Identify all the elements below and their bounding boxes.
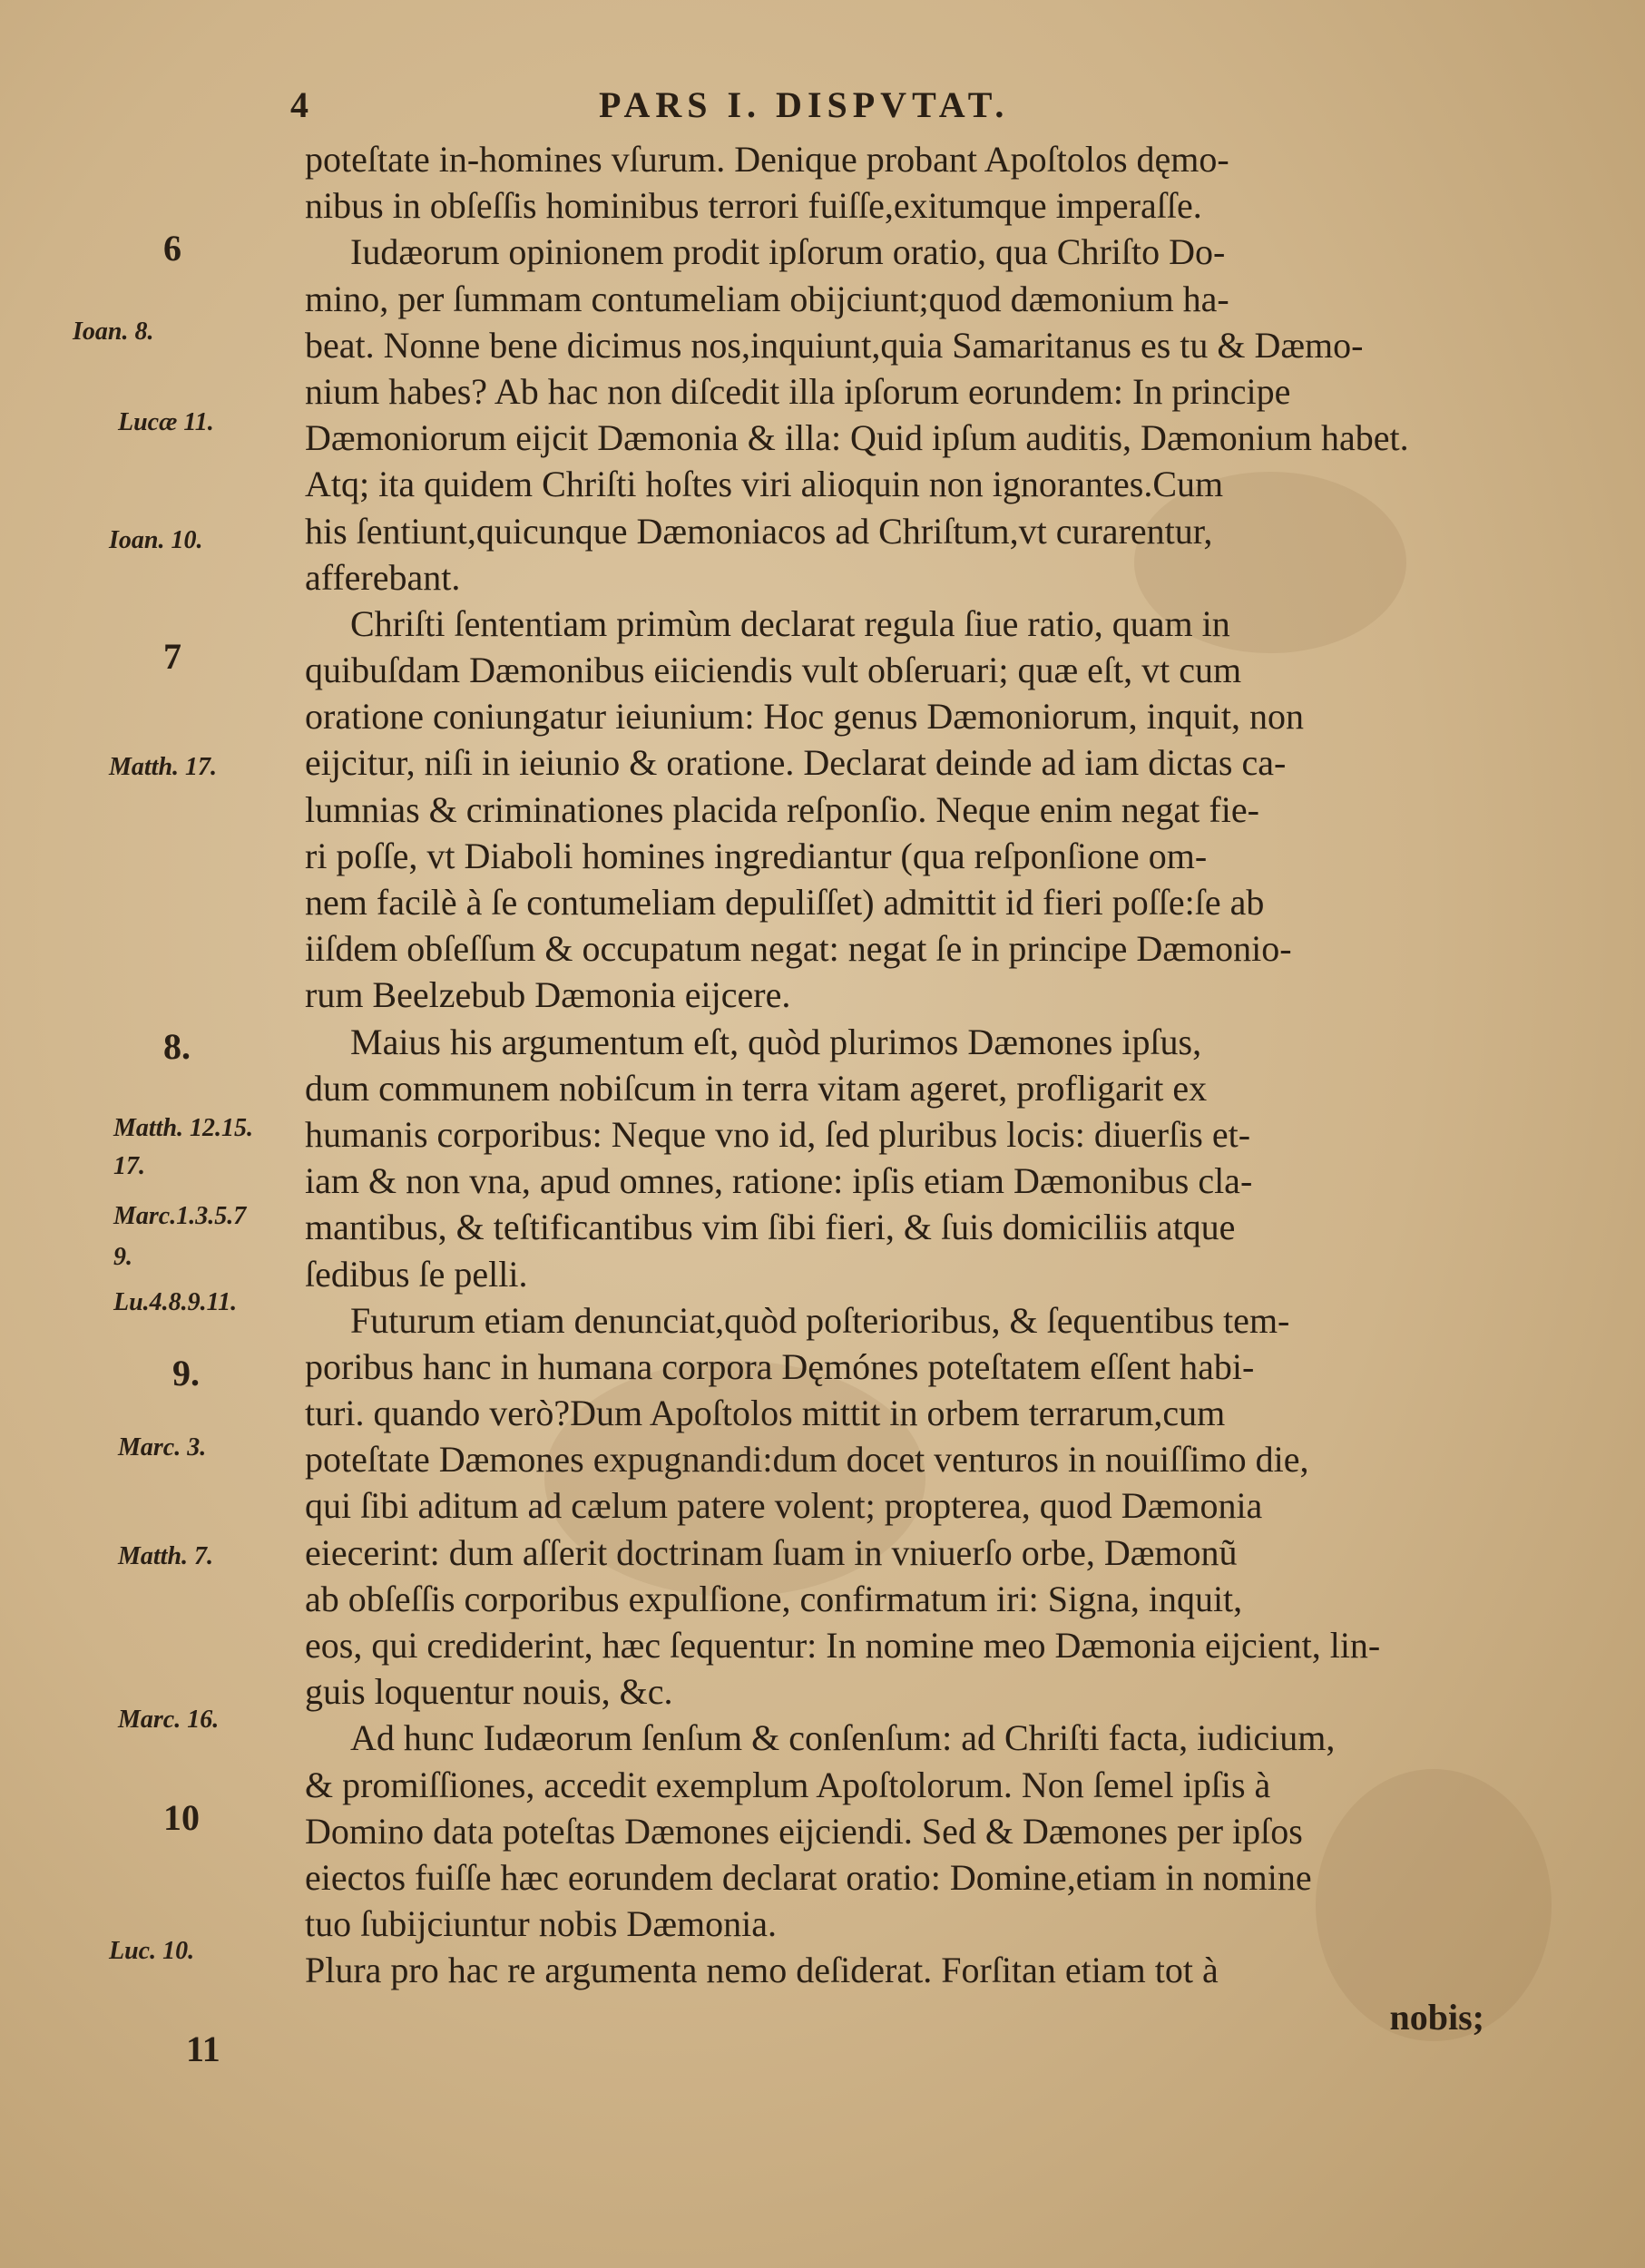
text-line: eos, qui crediderint, hæc ſequentur: In nomine meo Dæmonia eijcient, lin- <box>305 1625 1381 1666</box>
margin-reference: Ioan. 8. <box>73 318 154 346</box>
text-line: qui ſibi aditum ad cælum patere volent; propterea, quod Dæmonia <box>305 1485 1263 1527</box>
text-line: Futurum etiam denunciat,quòd poſterioribus, & ſequentibus tem- <box>350 1299 1290 1341</box>
text-line: eiecerint: dum aſſerit doctrinam ſuam in vniuerſo orbe, Dæmonũ <box>305 1531 1238 1573</box>
text-line: oratione coniungatur ieiunium: Hoc genus Dæmoniorum, inquit, non <box>305 696 1304 738</box>
text-line: dum communem nobiſcum in terra vitam ageret, profligarit ex <box>305 1067 1208 1109</box>
text-line: Chriſti ſententiam primùm declarat regula ſiue ratio, quam in <box>350 602 1230 644</box>
text-line: Dæmoniorum eijcit Dæmonia & illa: Quid ipſum auditis, Dæmonium habet. <box>305 417 1409 459</box>
margin-reference: Matth. 7. <box>118 1542 214 1570</box>
text-line: nem facilè à ſe contumeliam depuliſſet) admittit id fieri poſſe:ſe ab <box>305 882 1265 923</box>
text-line: rum Beelzebub Dæmonia eijcere. <box>305 974 791 1016</box>
text-line: iiſdem obſeſſum & occupatum negat: negat ſe in principe Dæmonio- <box>305 928 1292 970</box>
page-number: 4 <box>290 84 308 125</box>
text-line: quibuſdam Dæmonibus eiiciendis vult obſeruari; quæ eſt, vt cum <box>305 650 1242 691</box>
text-line: guis loquentur nouis, &c. <box>305 1671 673 1713</box>
margin-reference: 9. <box>113 1243 132 1271</box>
margin-section-number: 11 <box>186 2028 220 2069</box>
catchword: nobis; <box>1389 1996 1484 2038</box>
body-text <box>305 136 1484 2040</box>
text-line: iam & non vna, apud omnes, ratione: ipſis etiam Dæmonibus cla- <box>305 1160 1253 1202</box>
margin-reference: Luc. 10. <box>109 1937 195 1965</box>
text-line: tuo ſubijciuntur nobis Dæmonia. <box>305 1903 777 1945</box>
text-line: Maius his argumentum eſt, quòd plurimos Dæmones ipſus, <box>350 1021 1202 1062</box>
text-line: beat. Nonne bene dicimus nos,inquiunt,quia Samaritanus es tu & Dæmo- <box>305 324 1364 366</box>
running-title: PARS I. DISPVTAT. <box>599 84 1010 125</box>
margin-reference: Matth. 12.15. <box>113 1114 254 1142</box>
margin-reference: Marc. 16. <box>118 1706 220 1734</box>
margin-section-number: 8. <box>163 1026 191 1067</box>
text-line: ſedibus ſe pelli. <box>305 1253 528 1295</box>
margin-reference: Marc.1.3.5.7 <box>113 1202 247 1230</box>
text-line: Ad hunc Iudæorum ſenſum & conſenſum: ad Chriſti facta, iudicium, <box>350 1717 1336 1759</box>
text-line: poteſtate Dæmones expugnandi:dum docet venturos in nouiſſimo die, <box>305 1439 1309 1481</box>
text-line: Plura pro hac re argumenta nemo deſiderat. Forſitan etiam tot à <box>305 1950 1219 1991</box>
text-line: Domino data poteſtas Dæmones eijciendi. Sed & Dæmones per ipſos <box>305 1810 1303 1852</box>
text-line: mantibus, & teſtificantibus vim ſibi fieri, & ſuis domiciliis atque <box>305 1207 1236 1248</box>
text-line: poribus hanc in humana corpora Dęmónes poteſtatem eſſent habi- <box>305 1345 1255 1387</box>
text-line: eijcitur, niſi in ieiunio & oratione. Declarat deinde ad iam dictas ca- <box>305 742 1287 784</box>
text-line: his ſentiunt,quicunque Dæmoniacos ad Chriſtum,vt curarentur, <box>305 510 1213 552</box>
margin-reference: Marc. 3. <box>118 1433 207 1461</box>
margin-reference: Matth. 17. <box>109 753 218 781</box>
margin-section-number: 9. <box>172 1353 200 1393</box>
margin-section-number: 10 <box>163 1797 200 1838</box>
text-line: Iudæorum opinionem prodit ipſorum oratio, qua Chriſto Do- <box>350 231 1226 273</box>
text-line: mino, per ſummam contumeliam obijciunt;quod dæmonium ha- <box>305 278 1229 319</box>
text-line: Atq; ita quidem Chriſti hoſtes viri alioquin non ignorantes.Cum <box>305 464 1224 505</box>
text-line: nibus in obſeſſis hominibus terrori fuiſſe,exitumque imperaſſe. <box>305 185 1202 227</box>
margin-reference: Lu.4.8.9.11. <box>113 1288 238 1316</box>
text-line: & promiſſiones, accedit exemplum Apoſtolorum. Non ſemel ipſis à <box>305 1764 1271 1805</box>
margin-reference: Ioan. 10. <box>109 526 203 554</box>
margin-section-number: 7 <box>163 636 181 677</box>
text-line: nium habes? Ab hac non diſcedit illa ipſorum eorundem: In principe <box>305 370 1291 412</box>
text-line: afferebant. <box>305 556 461 598</box>
text-line: eiectos fuiſſe hæc eorundem declarat oratio: Domine,etiam in nomine <box>305 1856 1312 1898</box>
margin-reference: 17. <box>113 1152 145 1180</box>
text-line: ri poſſe, vt Diaboli homines ingrediantur (qua reſponſione om- <box>305 835 1208 876</box>
text-line: poteſtate in-homines vſurum. Denique probant Apoſtolos dęmo- <box>305 139 1229 180</box>
text-line: lumnias & criminationes placida reſponſio. Neque enim negat fie- <box>305 788 1259 830</box>
margin-section-number: 6 <box>163 228 181 269</box>
text-line: turi. quando verò?Dum Apoſtolos mittit in orbem terrarum,cum <box>305 1393 1226 1434</box>
text-line: ab obſeſſis corporibus expulſione, confirmatum iri: Signa, inquit, <box>305 1578 1243 1619</box>
page-header <box>272 83 1524 138</box>
margin-reference: Lucæ 11. <box>118 408 214 436</box>
text-line: humanis corporibus: Neque vno id, ſed pluribus locis: diuerſis et- <box>305 1113 1251 1155</box>
